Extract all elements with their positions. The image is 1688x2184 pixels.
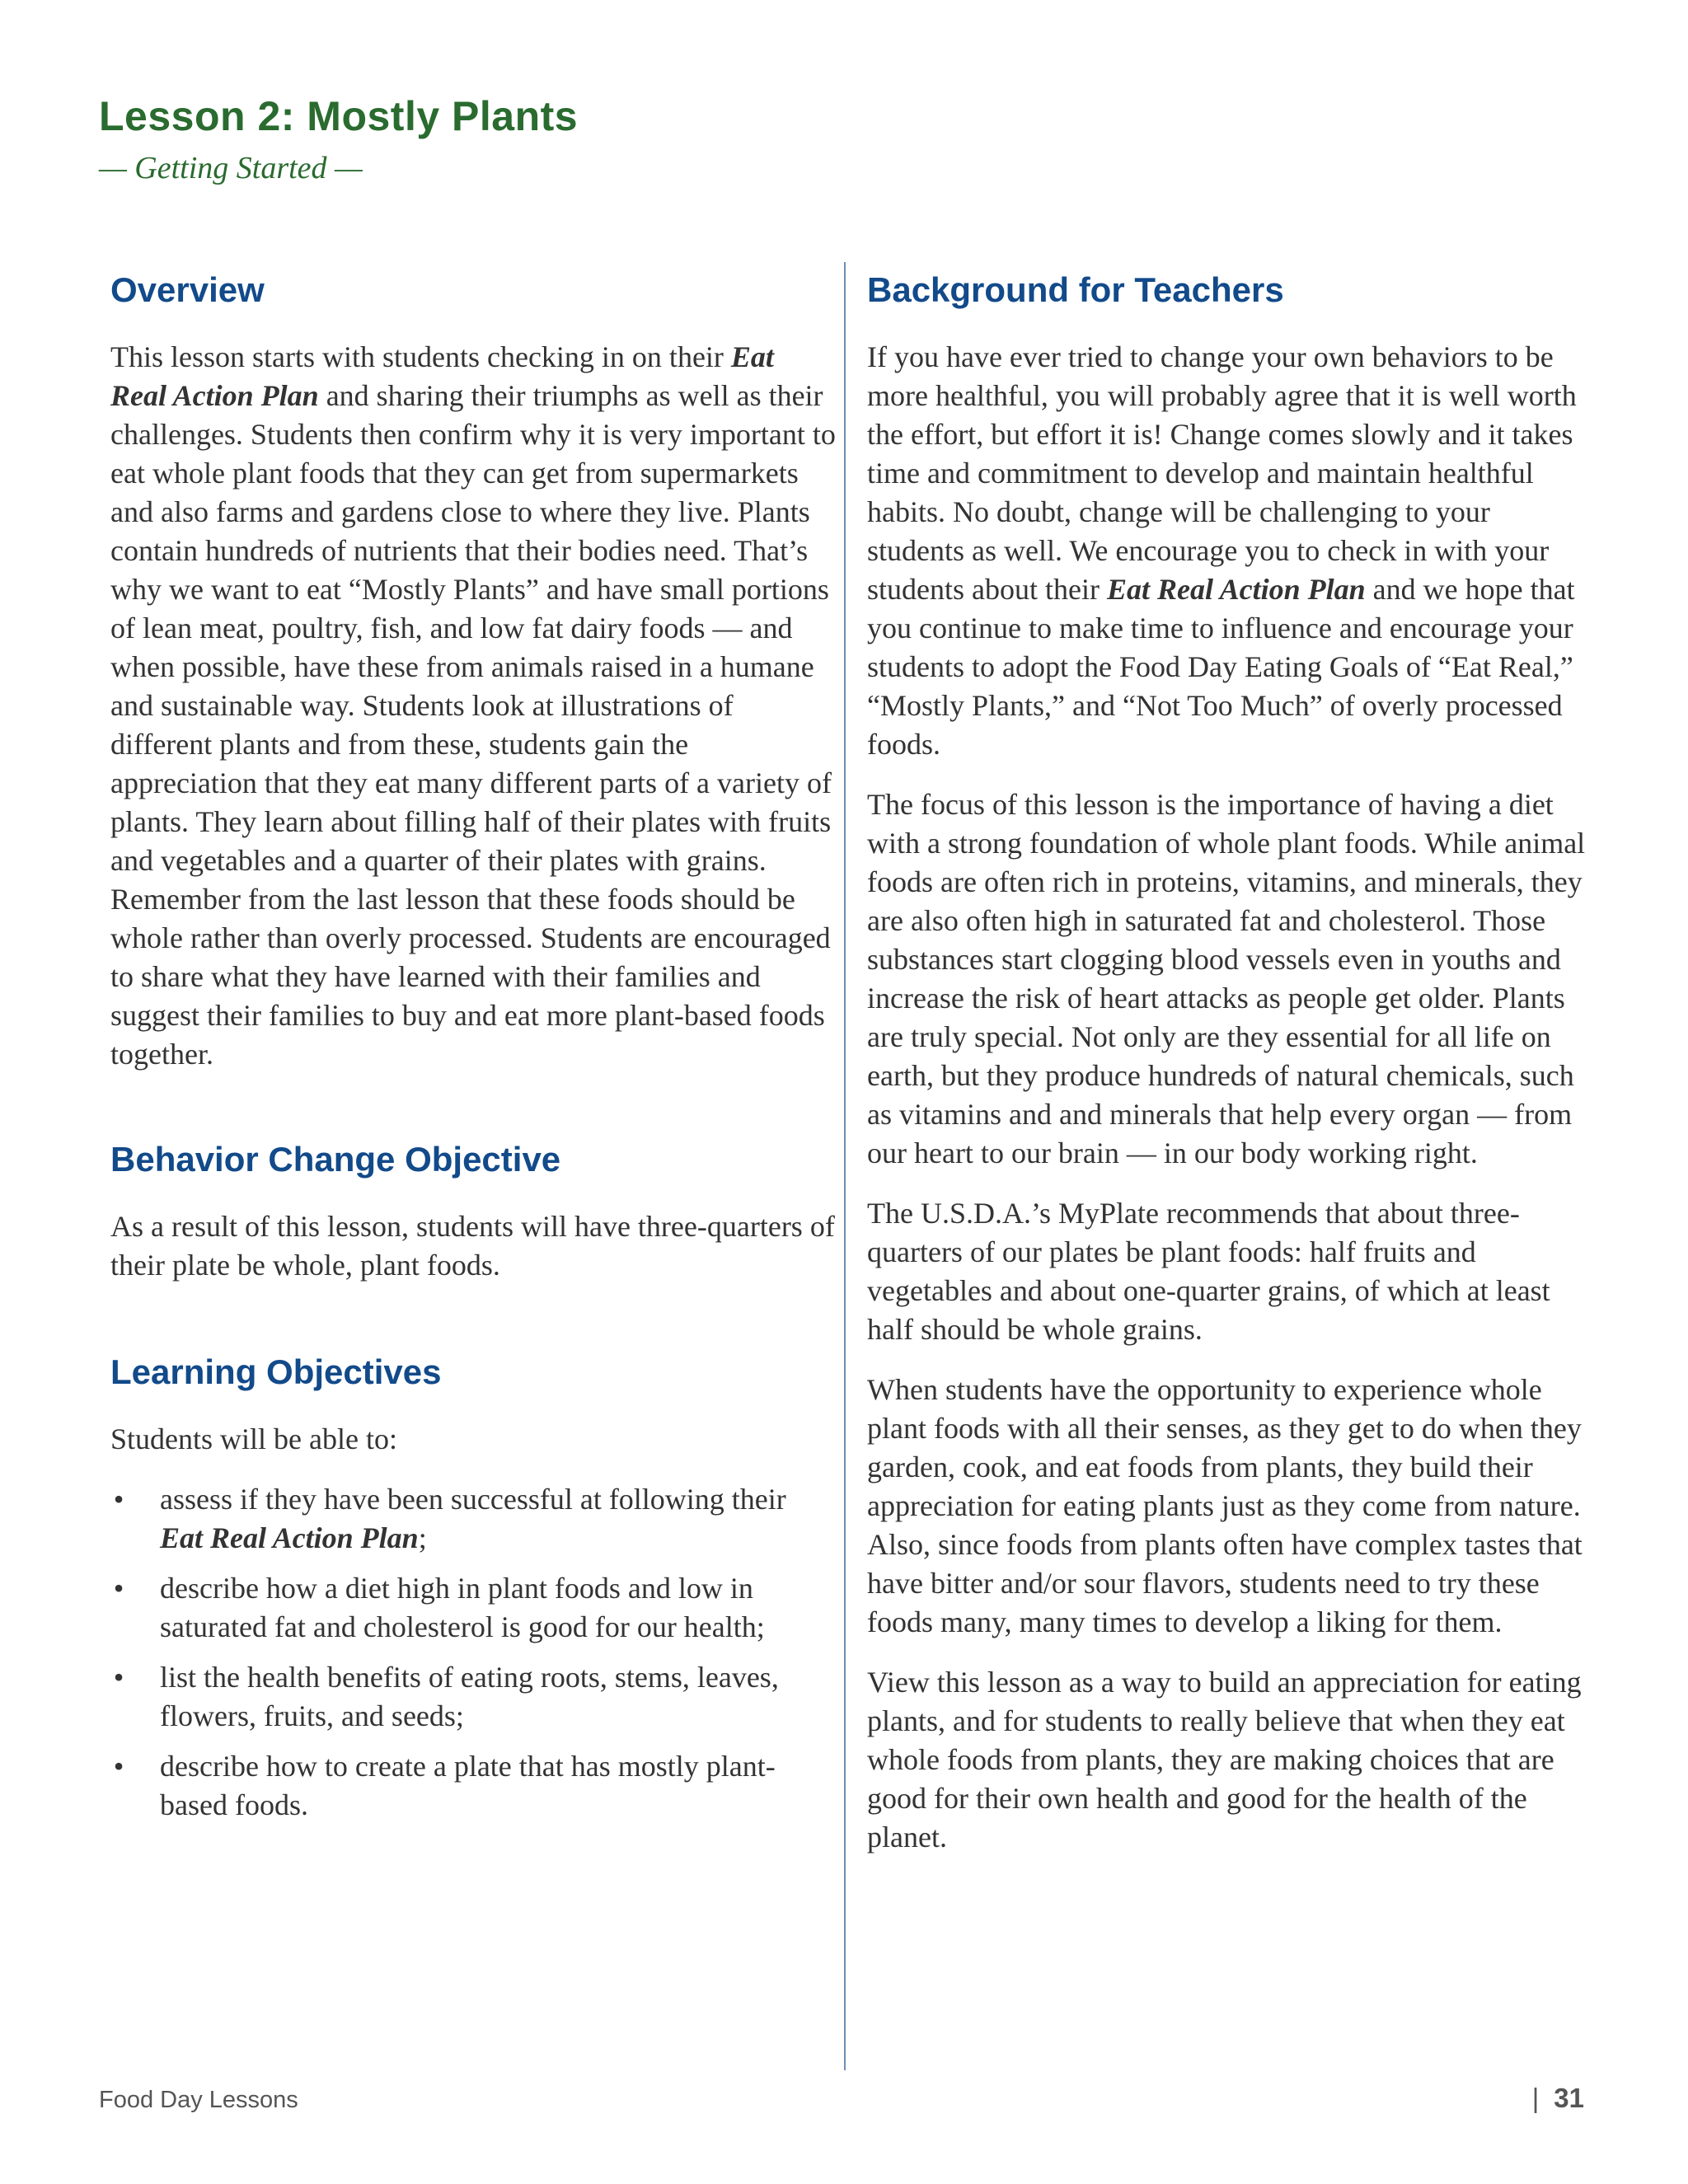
background-section (867, 264, 1592, 1857)
background-paragraph-3: The U.S.D.A.’s MyPlate recommends that about three-quarters of our plates be plant foods: half fruits and vegetables and about one-quarter grains, of which at least half should be whole grains. (867, 1197, 1550, 1346)
overview-paragraph (110, 338, 836, 1074)
list-item (110, 1747, 836, 1825)
column-divider (844, 262, 846, 2070)
item-text: describe how to create a plate that has mostly plant-based foods. (160, 1750, 776, 1821)
item-text: list the health benefits of eating roots, stems, leaves, flowers, fruits, and seeds; (160, 1661, 779, 1732)
list-item (110, 1480, 836, 1558)
lesson-title: Lesson 2: Mostly Plants (99, 93, 579, 139)
behavior-heading: Behavior Change Objective (110, 1140, 561, 1179)
learning-objectives-list (110, 1480, 836, 1825)
overview-section (110, 264, 836, 1074)
action-plan-emphasis: Eat Real Action Plan (110, 340, 774, 412)
right-column (867, 264, 1592, 1878)
behavior-section (110, 1133, 836, 1285)
background-text-start: If you have ever tried to change your own behaviors to be more healthful, you will probably agree that it is well worth the effort, but effort it is! Change comes slowly and it takes time and commitment to develop and maintain healthful habits. No doubt, change will be challenging to your students as well. We encourage you to check in with your students about their (867, 340, 1577, 606)
item-text-end: ; (418, 1521, 427, 1554)
bullet-icon: • (113, 1750, 124, 1783)
item-text-start: assess if they have been successful at following their (160, 1483, 786, 1516)
learning-section (110, 1346, 836, 1825)
page-number: 31 (1554, 2083, 1584, 2113)
item-text: describe how a diet high in plant foods and low in saturated fat and cholesterol is good for our health; (160, 1572, 765, 1643)
background-heading: Background for Teachers (867, 270, 1284, 309)
overview-text-start: This lesson starts with students checking in on their (110, 340, 731, 373)
learning-intro: Students will be able to: (110, 1422, 397, 1455)
lesson-subtitle: — Getting Started — (99, 151, 363, 185)
background-text-rest: and we hope that you continue to make time to influence and encourage your students to adopt the Food Day Eating Goals of “Eat Real,” “Mostly Plants,” and “Not Too Much” of overly processed foods. (867, 573, 1575, 761)
bullet-icon: • (113, 1661, 124, 1694)
action-plan-emphasis: Eat Real Action Plan (160, 1521, 419, 1554)
footer-publication: Food Day Lessons (99, 2087, 298, 2113)
background-paragraph-4: When students have the opportunity to experience whole plant foods with all their senses, as they get to do when they garden, cook, and eat foods from plants, they build their appreciation for eating plants just as they come from nature. Also, since foods from plants often have complex tastes that have bitter and/or sour flavors, students need to try these foods many, many times to develop a liking for them. (867, 1373, 1582, 1638)
learning-heading: Learning Objectives (110, 1352, 442, 1391)
left-column (110, 264, 836, 1836)
footer-page (1532, 2083, 1584, 2114)
background-paragraph-2: The focus of this lesson is the importance of having a diet with a strong foundation of whole plant foods. While animal foods are often rich in proteins, vitamins, and minerals, they are also often high in saturated fat and cholesterol. Those substances start clogging blood vessels even in youths and increase the risk of heart attacks as people get older. Plants are truly special. Not only are they essential for all life on earth, but they produce hundreds of natural chemicals, such as vitamins and and minerals that help every organ — from our heart to our brain — in our body working right. (867, 788, 1586, 1169)
behavior-text: As a result of this lesson, students will have three-quarters of their plate be whole, plant foods. (110, 1210, 835, 1282)
list-item (110, 1658, 836, 1736)
overview-text-rest: and sharing their triumphs as well as their challenges. Students then confirm why it is very important to eat whole plant foods that they can get from supermarkets and also farms and gardens close to where they live. Plants contain hundreds of nutrients that their bodies need. That’s why we want to eat “Mostly Plants” and have small portions of lean meat, poultry, fish, and low fat dairy foods — and when possible, have these from animals raised in a humane and sustainable way. Students look at illustrations of different plants and from these, students gain the appreciation that they eat many different parts of a variety of plants. They learn about filling half of their plates with fruits and vegetables and a quarter of their plates with grains. Remember from the last lesson that these foods should be whole rather than overly processed. Students are encouraged to share what they have learned with their families and suggest their families to buy and eat more plant-based foods together. (110, 379, 836, 1071)
action-plan-emphasis: Eat Real Action Plan (1106, 573, 1366, 606)
background-paragraph-5: View this lesson as a way to build an appreciation for eating plants, and for students to really believe that when they eat whole foods from plants, they are making choices that are good for their own health and good for the health of the planet. (867, 1666, 1582, 1854)
background-paragraph-1 (867, 338, 1592, 764)
bullet-icon: • (113, 1572, 124, 1605)
footer-separator: | (1531, 2083, 1540, 2113)
bullet-icon: • (113, 1483, 124, 1516)
overview-heading: Overview (110, 270, 265, 309)
list-item (110, 1569, 836, 1647)
